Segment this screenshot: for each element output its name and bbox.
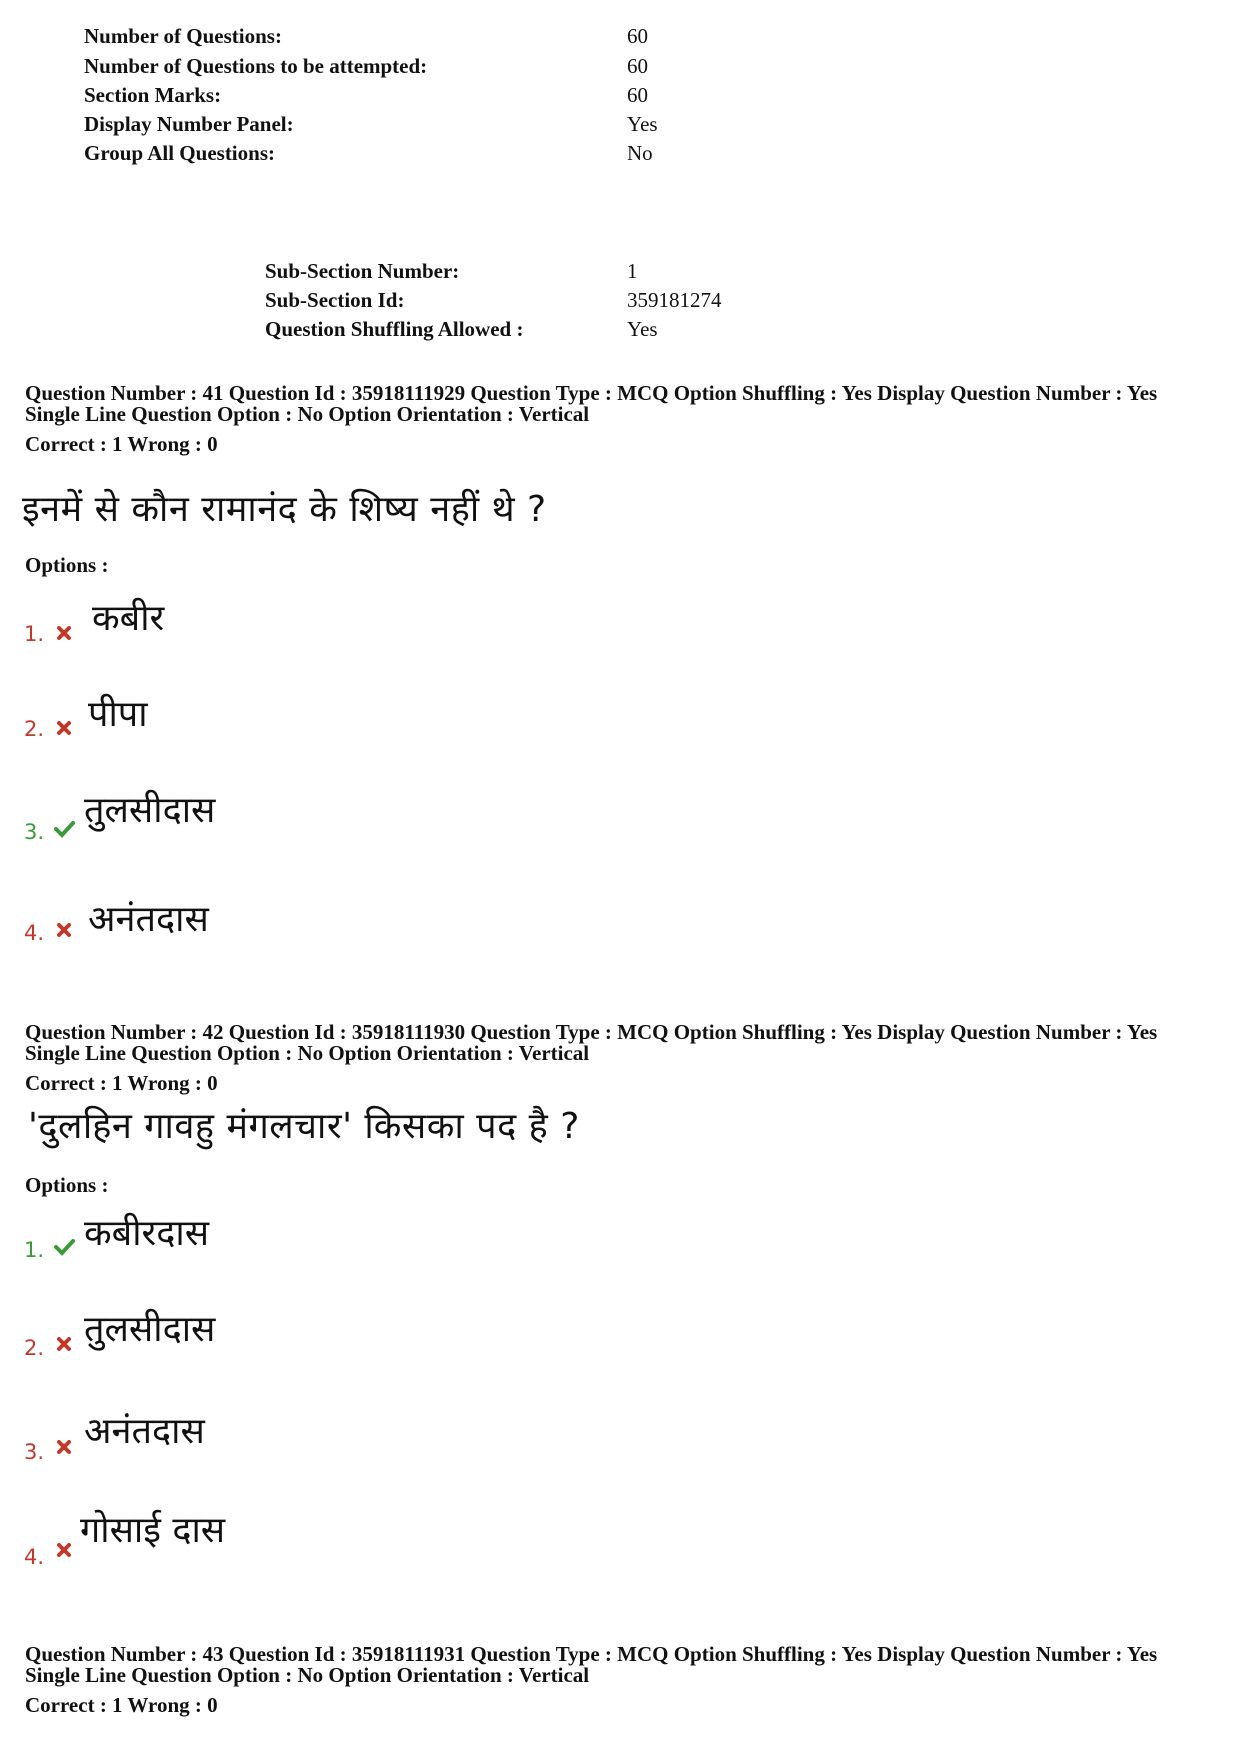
option-text: पीपा: [88, 694, 148, 735]
question-text: 'दुलहिन गावहु मंगलचार' किसका पद है ?: [28, 1106, 580, 1147]
option-number: 2.: [24, 1336, 45, 1360]
section-value: 60: [627, 24, 648, 48]
option-text: कबीरदास: [84, 1213, 210, 1254]
subsection-value: 1: [627, 259, 638, 283]
cross-icon: [55, 719, 73, 737]
option-text: तुलसीदास: [84, 1309, 216, 1350]
option-text: अनंतदास: [84, 1411, 205, 1452]
question-marks: Correct : 1 Wrong : 0: [25, 1693, 218, 1717]
option-text: अनंतदास: [88, 899, 209, 940]
question-marks: Correct : 1 Wrong : 0: [25, 1071, 218, 1095]
section-label: Section Marks:: [84, 83, 222, 107]
cross-icon: [55, 921, 73, 939]
question-meta: Question Number : 42 Question Id : 35918111930 Question Type : MCQ Option Shuffling : Yes Display Question Number : Yes: [25, 1020, 1158, 1044]
subsection-value: Yes: [627, 317, 658, 341]
section-value: No: [627, 141, 653, 165]
section-value: 60: [627, 83, 648, 107]
subsection-value: 359181274: [627, 288, 722, 312]
question-meta: Single Line Question Option : No Option Orientation : Vertical: [25, 402, 590, 426]
check-icon: [52, 1238, 76, 1256]
question-meta: Single Line Question Option : No Option Orientation : Vertical: [25, 1663, 590, 1687]
cross-icon: [55, 624, 73, 642]
section-label: Number of Questions to be attempted:: [84, 54, 428, 78]
section-label: Group All Questions:: [84, 141, 275, 165]
question-meta: Question Number : 43 Question Id : 35918111931 Question Type : MCQ Option Shuffling : Yes Display Question Number : Yes: [25, 1642, 1158, 1666]
section-label: Number of Questions:: [84, 24, 282, 48]
options-label: Options :: [25, 1173, 109, 1197]
question-meta: Single Line Question Option : No Option Orientation : Vertical: [25, 1041, 590, 1065]
cross-icon: [55, 1438, 73, 1456]
subsection-label: Question Shuffling Allowed :: [265, 317, 524, 341]
option-number: 1.: [24, 622, 45, 646]
subsection-label: Sub-Section Id:: [265, 288, 405, 312]
subsection-label: Sub-Section Number:: [265, 259, 460, 283]
option-number: 3.: [24, 820, 45, 844]
question-marks: Correct : 1 Wrong : 0: [25, 432, 218, 456]
question-meta: Question Number : 41 Question Id : 35918111929 Question Type : MCQ Option Shuffling : Yes Display Question Number : Yes: [25, 381, 1158, 405]
section-value: 60: [627, 54, 648, 78]
section-value: Yes: [627, 112, 658, 136]
cross-icon: [55, 1335, 73, 1353]
option-text: कबीर: [92, 598, 165, 639]
option-text: तुलसीदास: [84, 790, 216, 831]
option-number: 3.: [24, 1440, 45, 1464]
option-text: गोसाई दास: [80, 1510, 226, 1551]
option-number: 1.: [24, 1238, 45, 1262]
question-text: इनमें से कौन रामानंद के शिष्य नहीं थे ?: [22, 489, 547, 530]
option-number: 4.: [24, 921, 45, 945]
cross-icon: [55, 1541, 73, 1559]
section-label: Display Number Panel:: [84, 112, 294, 136]
check-icon: [52, 820, 76, 838]
options-label: Options :: [25, 553, 109, 577]
option-number: 2.: [24, 717, 45, 741]
option-number: 4.: [24, 1545, 45, 1569]
